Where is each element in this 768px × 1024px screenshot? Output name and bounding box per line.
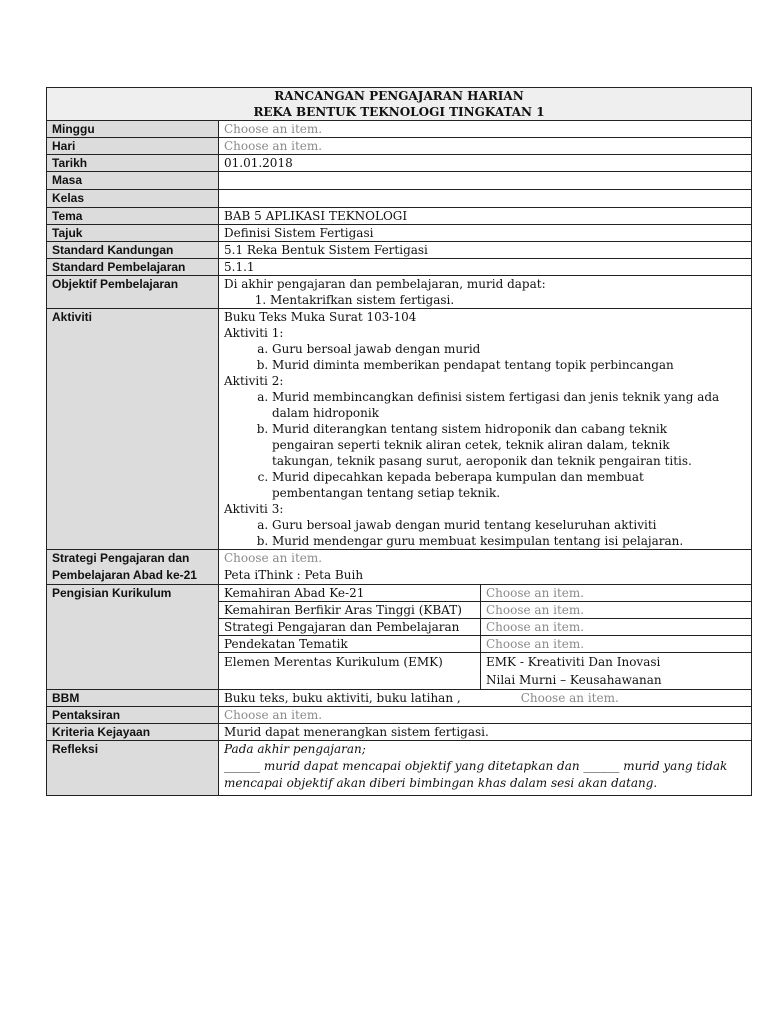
label-tajuk: Tajuk bbox=[47, 225, 219, 242]
emk-name: Elemen Merentas Kurikulum (EMK) bbox=[219, 653, 481, 690]
row-strategi bbox=[47, 550, 752, 585]
label-kriteria: Kriteria Kejayaan bbox=[47, 724, 219, 741]
title-line-1: RANCANGAN PENGAJARAN HARIAN bbox=[274, 89, 524, 103]
row-aktiviti bbox=[47, 309, 752, 550]
title-line-2: REKA BENTUK TEKNOLOGI TINGKATAN 1 bbox=[253, 105, 545, 119]
kriteria-field[interactable]: Murid dapat menerangkan sistem fertigasi. bbox=[219, 724, 752, 741]
pengisian-item-dropdown[interactable]: Choose an item. bbox=[481, 636, 752, 653]
row-standard-pembelajaran bbox=[47, 259, 752, 276]
refleksi-line-2: ______ murid dapat mencapai objektif yang ditetapkan dan ______ murid yang tidak mencapai objektif akan diberi bimbingan khas dalam sesi akan datang. bbox=[224, 759, 728, 790]
emk-field[interactable] bbox=[481, 653, 752, 690]
label-strategi-line-2: Pembelajaran Abad ke-21 bbox=[52, 568, 197, 582]
aktiviti-1-item: b. Murid diminta memberikan pendapat tentang topik perbincangan bbox=[272, 357, 721, 373]
label-kelas: Kelas bbox=[47, 190, 219, 208]
pengisian-item-name: Kemahiran Berfikir Aras Tinggi (KBAT) bbox=[219, 602, 481, 619]
aktiviti-3-item: a. Guru bersoal jawab dengan murid tentang keseluruhan aktiviti bbox=[272, 517, 721, 533]
refleksi-line-1: Pada akhir pengajaran; bbox=[224, 742, 366, 756]
label-objektif: Objektif Pembelajaran bbox=[47, 276, 219, 309]
label-standard-pembelajaran: Standard Pembelajaran bbox=[47, 259, 219, 276]
minggu-dropdown[interactable]: Choose an item. bbox=[219, 121, 752, 138]
row-tajuk bbox=[47, 225, 752, 242]
pentaksiran-dropdown[interactable]: Choose an item. bbox=[219, 707, 752, 724]
aktiviti-2-item: b. Murid diterangkan tentang sistem hidroponik dan cabang teknik pengairan seperti teknik aliran cetek, teknik aliran dalam, teknik takungan, teknik pasang surut, aeroponik dan teknik pengairan titis. bbox=[272, 421, 721, 469]
row-bbm bbox=[47, 690, 752, 707]
objektif-field[interactable] bbox=[219, 276, 752, 309]
tema-field[interactable]: BAB 5 APLIKASI TEKNOLOGI bbox=[219, 208, 752, 225]
label-hari: Hari bbox=[47, 138, 219, 155]
label-aktiviti: Aktiviti bbox=[47, 309, 219, 550]
label-tema: Tema bbox=[47, 208, 219, 225]
label-pengisian-kurikulum: Pengisian Kurikulum bbox=[47, 585, 219, 690]
label-minggu: Minggu bbox=[47, 121, 219, 138]
aktiviti-3-item: b. Murid mendengar guru membuat kesimpulan tentang isi pelajaran. bbox=[272, 533, 721, 549]
header-row bbox=[47, 88, 752, 121]
row-kelas bbox=[47, 190, 752, 208]
pengisian-item-name: Kemahiran Abad Ke-21 bbox=[219, 585, 481, 602]
aktiviti-1-title: Aktiviti 1: bbox=[224, 326, 284, 340]
strategi-dropdown[interactable]: Choose an item. bbox=[224, 551, 323, 565]
label-strategi-line-1: Strategi Pengajaran dan bbox=[52, 551, 190, 565]
objektif-item: 1. Mentakrifkan sistem fertigasi. bbox=[270, 292, 746, 308]
aktiviti-3-title: Aktiviti 3: bbox=[224, 502, 284, 516]
row-tarikh bbox=[47, 155, 752, 172]
bbm-field[interactable] bbox=[219, 690, 752, 707]
standard-pembelajaran-field[interactable]: 5.1.1 bbox=[219, 259, 752, 276]
row-kriteria bbox=[47, 724, 752, 741]
label-standard-kandungan: Standard Kandungan bbox=[47, 242, 219, 259]
label-refleksi: Refleksi bbox=[47, 741, 219, 796]
pengisian-item-dropdown[interactable]: Choose an item. bbox=[481, 619, 752, 636]
hari-dropdown[interactable]: Choose an item. bbox=[219, 138, 752, 155]
aktiviti-2-item: a. Murid membincangkan definisi sistem fertigasi dan jenis teknik yang ada dalam hidroponik bbox=[272, 389, 721, 421]
pengisian-item-name: Strategi Pengajaran dan Pembelajaran bbox=[219, 619, 481, 636]
row-tema bbox=[47, 208, 752, 225]
lesson-plan-table bbox=[46, 87, 752, 796]
emk-value-2: Nilai Murni – Keusahawanan bbox=[486, 673, 662, 687]
aktiviti-field[interactable] bbox=[219, 309, 752, 550]
label-bbm: BBM bbox=[47, 690, 219, 707]
label-masa: Masa bbox=[47, 172, 219, 190]
tajuk-field[interactable]: Definisi Sistem Fertigasi bbox=[219, 225, 752, 242]
row-minggu bbox=[47, 121, 752, 138]
label-strategi bbox=[47, 550, 219, 585]
standard-kandungan-field[interactable]: 5.1 Reka Bentuk Sistem Fertigasi bbox=[219, 242, 752, 259]
pengisian-item-dropdown[interactable]: Choose an item. bbox=[481, 602, 752, 619]
row-pengisian-1 bbox=[47, 585, 752, 602]
refleksi-field[interactable] bbox=[219, 741, 752, 796]
pengisian-item-dropdown[interactable]: Choose an item. bbox=[481, 585, 752, 602]
row-refleksi bbox=[47, 741, 752, 796]
label-tarikh: Tarikh bbox=[47, 155, 219, 172]
masa-field[interactable] bbox=[219, 172, 752, 190]
row-standard-kandungan bbox=[47, 242, 752, 259]
objektif-intro: Di akhir pengajaran dan pembelajaran, murid dapat: bbox=[224, 277, 546, 291]
label-pentaksiran: Pentaksiran bbox=[47, 707, 219, 724]
row-objektif bbox=[47, 276, 752, 309]
aktiviti-2-title: Aktiviti 2: bbox=[224, 374, 284, 388]
tarikh-field[interactable]: 01.01.2018 bbox=[219, 155, 752, 172]
document-title bbox=[47, 88, 752, 121]
bbm-value: Buku teks, buku aktiviti, buku latihan , bbox=[224, 691, 461, 705]
strategi-field[interactable] bbox=[219, 550, 752, 585]
aktiviti-source: Buku Teks Muka Surat 103-104 bbox=[224, 310, 417, 324]
emk-value-1: EMK - Kreativiti Dan Inovasi bbox=[486, 655, 661, 669]
aktiviti-1-item: a. Guru bersoal jawab dengan murid bbox=[272, 341, 721, 357]
row-masa bbox=[47, 172, 752, 190]
row-hari bbox=[47, 138, 752, 155]
pengisian-item-name: Pendekatan Tematik bbox=[219, 636, 481, 653]
ithink-map: Peta iThink : Peta Buih bbox=[224, 568, 364, 582]
bbm-dropdown[interactable]: Choose an item. bbox=[520, 691, 619, 705]
kelas-field[interactable] bbox=[219, 190, 752, 208]
aktiviti-2-item: c. Murid dipecahkan kepada beberapa kumpulan dan membuat pembentangan tentang setiap teknik. bbox=[272, 469, 721, 501]
row-pentaksiran bbox=[47, 707, 752, 724]
